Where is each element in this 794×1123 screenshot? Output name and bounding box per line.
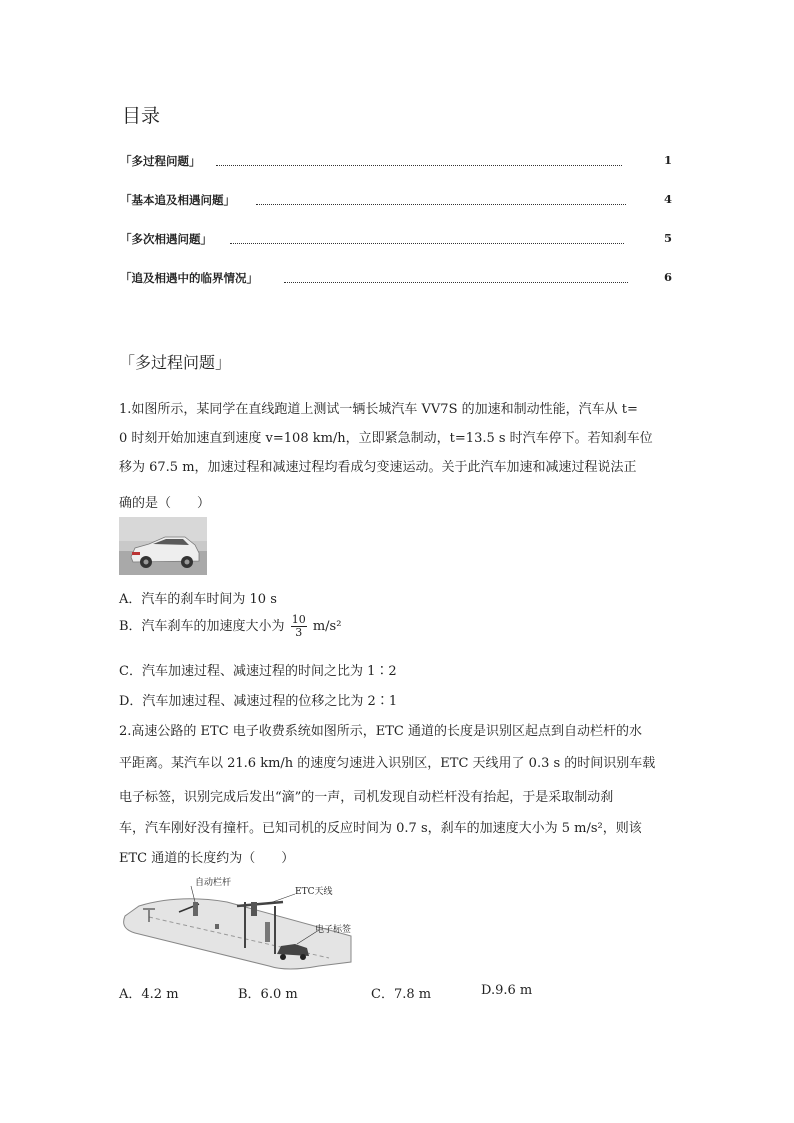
q2-text-line: 平距离。某汽车以 21.6 km/h 的速度匀速进入识别区，ETC 天线用了 0.3 s 的时间识别车载 (119, 756, 656, 771)
q1-option-b-text: B．汽车刹车的加速度大小为 (119, 619, 285, 634)
q1-option-d[interactable]: D．汽车加速过程、减速过程的位移之比为 2∶1 (119, 694, 398, 709)
toc-item[interactable] (120, 192, 676, 212)
q2-option-d[interactable]: D.9.6 m (481, 983, 533, 998)
toc-item[interactable] (120, 231, 676, 251)
q1-text-line: 确的是（ ） (119, 496, 211, 511)
toc-item-label: 「多次相遇问题」 (120, 232, 212, 246)
label-etc-antenna: ETC天线 (295, 887, 333, 897)
q1-text-line: 1.如图所示，某同学在直线跑道上测试一辆长城汽车 VV7S 的加速和制动性能，汽车从 t= (119, 402, 638, 417)
q2-text-line: 2.高速公路的 ETC 电子收费系统如图所示，ETC 通道的长度是识别区起点到自动栏杆的水 (119, 724, 643, 739)
etc-diagram (119, 872, 381, 976)
toc-leader-dots (284, 282, 628, 283)
toc-item-page: 6 (663, 270, 672, 284)
label-auto-gate: 自动栏杆 (195, 878, 232, 888)
q1-option-a[interactable]: A．汽车的刹车时间为 10 s (119, 592, 277, 607)
q2-text-line: 车，汽车刚好没有撞杆。已知司机的反应时间为 0.7 s，刹车的加速度大小为 5 m/s²，则该 (119, 821, 642, 836)
toc-title: 目录 (122, 105, 161, 127)
toc-item[interactable] (120, 153, 676, 173)
q2-option-c[interactable]: C．7.8 m (371, 987, 432, 1002)
q1-option-b[interactable] (119, 614, 341, 639)
q2-text-line: 电子标签，识别完成后发出“滴”的一声，司机发现自动栏杆没有抬起，于是采取制动刹 (119, 790, 614, 805)
fraction-numerator: 10 (291, 613, 306, 626)
q2-option-a[interactable]: A．4.2 m (119, 987, 179, 1002)
toc-leader-dots (256, 204, 626, 205)
toc-item-page: 5 (663, 231, 672, 245)
q1-text-line: 0 时刻开始加速直到速度 v=108 km/h，立即紧急制动，t=13.5 s 时汽车停下。若知刹车位 (119, 431, 653, 446)
q1-text-line: 移为 67.5 m，加速过程和减速过程均看成匀变速运动。关于此汽车加速和减速过程说法正 (119, 460, 637, 475)
q1-option-c[interactable]: C．汽车加速过程、减速过程的时间之比为 1∶2 (119, 664, 397, 679)
toc-leader-dots (216, 165, 622, 166)
fraction-denominator: 3 (295, 626, 303, 639)
toc-item-page: 1 (663, 153, 672, 167)
toc-item-label: 「基本追及相遇问题」 (120, 193, 235, 207)
q1-option-b-unit: m/s² (312, 619, 342, 634)
q2-option-b[interactable]: B．6.0 m (238, 987, 298, 1002)
section-title: 「多过程问题」 (119, 353, 232, 372)
q2-options (119, 983, 679, 1003)
toc-item-label: 「追及相遇中的临界情况」 (120, 271, 258, 285)
toc-leader-dots (230, 243, 624, 244)
toc-item[interactable] (120, 270, 676, 290)
q2-text-line: ETC 通道的长度约为（ ） (119, 851, 295, 866)
toc-item-page: 4 (663, 192, 672, 206)
car-photo (119, 517, 207, 575)
fraction (291, 614, 307, 639)
toc-item-label: 「多过程问题」 (120, 154, 201, 168)
label-electronic-tag: 电子标签 (315, 925, 352, 935)
